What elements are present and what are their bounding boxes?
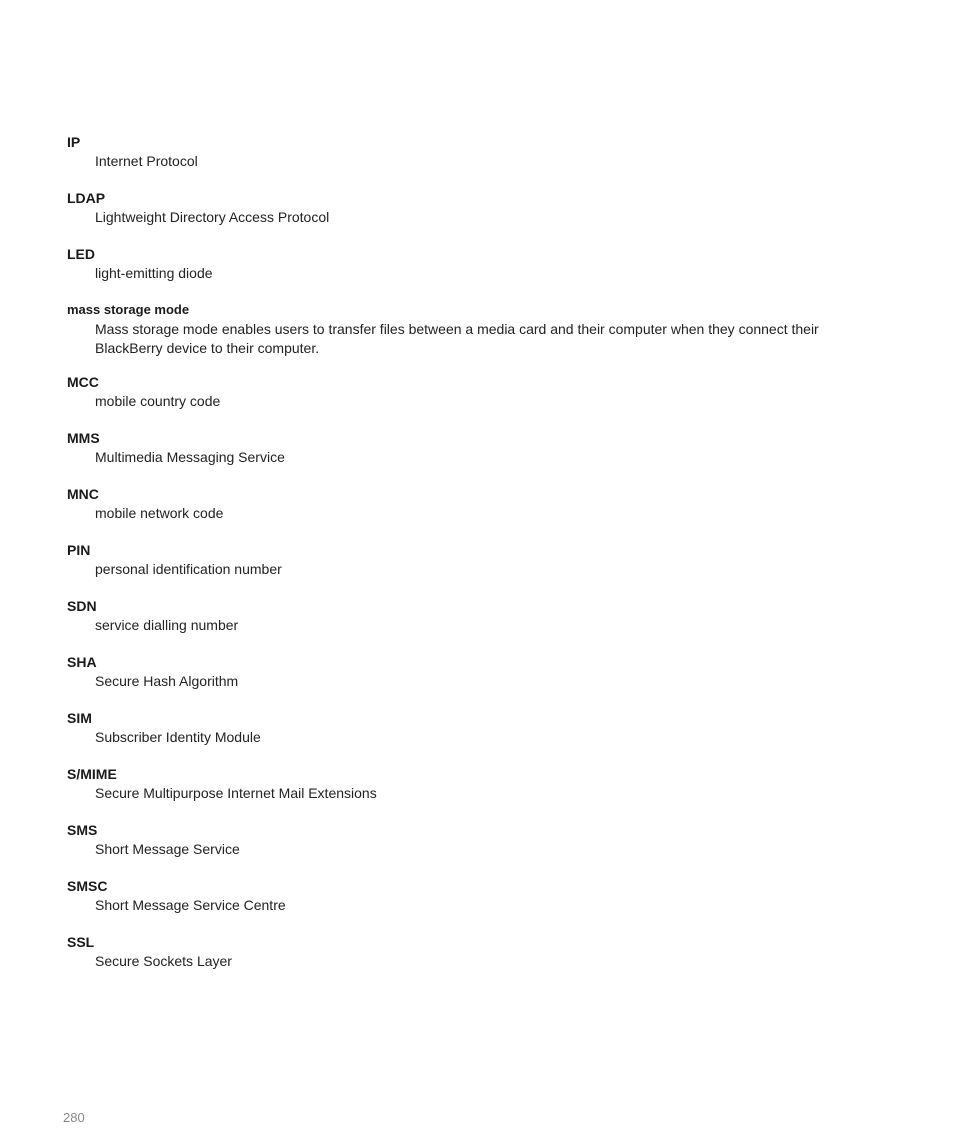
glossary-term: S/MIME [67,766,117,782]
glossary-entry-mnc [67,484,887,526]
glossary-definition: Subscriber Identity Module [95,729,261,745]
glossary-entry-sdn [67,596,887,638]
glossary-definition: light-emitting diode [95,265,213,281]
glossary-definition: mobile country code [95,393,221,409]
glossary-entry-smsc [67,876,887,918]
glossary-term: MMS [67,430,100,446]
glossary-entry-led [67,244,887,286]
glossary-term: MCC [67,374,99,390]
glossary-definition: Secure Hash Algorithm [95,673,239,689]
glossary-term: SSL [67,934,95,950]
glossary-term: mass storage mode [67,302,190,317]
glossary-entry-ip [67,132,887,174]
glossary-definition: Short Message Service [95,841,240,857]
page-number: 280 [63,1110,85,1125]
glossary-definition: Internet Protocol [95,153,198,169]
glossary-definition: Mass storage mode enables users to transfer files between a media card and their computer when they connect their BlackBerry device to their computer. [95,321,819,356]
glossary-entry-smime [67,764,887,806]
glossary-entry-ssl [67,932,887,974]
glossary-definition: Multimedia Messaging Service [95,449,285,465]
glossary-definition: Secure Multipurpose Internet Mail Extensions [95,785,377,801]
glossary-entry-sha [67,652,887,694]
glossary-definition: service dialling number [95,617,239,633]
glossary-term: SIM [67,710,92,726]
glossary-term: SMS [67,822,98,838]
glossary-term: LDAP [67,190,106,206]
glossary-definition: Short Message Service Centre [95,897,286,913]
glossary-entry-sim [67,708,887,750]
glossary-entry-mass-storage-mode [67,300,887,358]
glossary-definition: mobile network code [95,505,224,521]
glossary-entry-ldap [67,188,887,230]
glossary-entry-mms [67,428,887,470]
glossary-definition: Lightweight Directory Access Protocol [95,209,330,225]
glossary-definition: personal identification number [95,561,282,577]
glossary-term: MNC [67,486,99,502]
glossary-entry-pin [67,540,887,582]
glossary-term: LED [67,246,95,262]
glossary-term: SDN [67,598,97,614]
glossary-entry-sms [67,820,887,862]
glossary-definition: Secure Sockets Layer [95,953,232,969]
glossary-list [67,132,887,988]
glossary-term: IP [67,134,81,150]
glossary-entry-mcc [67,372,887,414]
glossary-term: PIN [67,542,91,558]
glossary-term: SMSC [67,878,108,894]
glossary-term: SHA [67,654,97,670]
